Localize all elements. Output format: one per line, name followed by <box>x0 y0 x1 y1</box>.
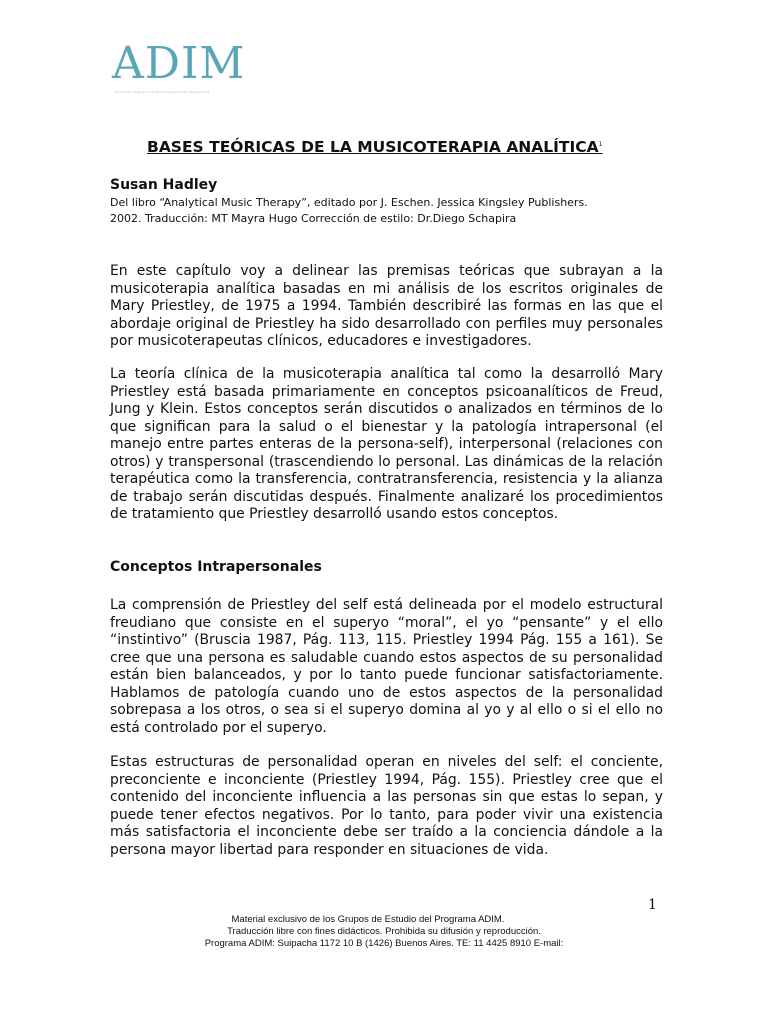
paragraph-4: Estas estructuras de personalidad operan en niveles del self: el conciente, preconciente e inconciente (Priestley 1994, Pág. 155). Priestley cree que el contenido del inconciente influencia a las personas sin que estas lo sepan, y puede tener efectos negativos. Por lo tanto, para poder vivir una existencia más satisfactoria el inconciente debe ser traído a la conciencia dándole a la persona mayor libertad para responder en situaciones de vida. <box>110 754 663 858</box>
adim-logo <box>112 40 247 100</box>
title-footnote-mark: 1 <box>598 140 603 148</box>
page-number: 1 <box>648 897 657 913</box>
author-name: Susan Hadley <box>110 177 218 193</box>
source-line-1: Del libro “Analytical Music Therapy”, editado por J. Eschen. Jessica Kingsley Publishers. <box>110 196 588 209</box>
paragraph-2: La teoría clínica de la musicoterapia analítica tal como la desarrolló Mary Priestley está basada primariamente en conceptos psicoanalíticos de Freud, Jung y Klein. Estos conceptos serán discutidos o analizados en términos de lo que significan para la salud o el bienestar y la patología intrapersonal (el manejo entre partes enteras de la persona-self), interpersonal (relaciones con otros) y transpersonal (trascendiendo lo personal. Las dinámicas de la relación terapéutica como la transferencia, contratransferencia, resistencia y la alianza de trabajo serán discutidas después. Finalmente analizaré los procedimientos de tratamiento que Priestley desarrolló usando estos conceptos. <box>110 366 663 522</box>
footer-line-1: Material exclusivo de los Grupos de Estudio del Programa ADIM. <box>231 914 505 925</box>
source-line-2: 2002. Traducción: MT Mayra Hugo Corrección de estilo: Dr.Diego Schapira <box>110 212 517 225</box>
paragraph-1: En este capítulo voy a delinear las premisas teóricas que subrayan a la musicoterapia analítica basadas en mi análisis de los escritos originales de Mary Priestley, de 1975 a 1994. También describiré las formas en las que el abordaje original de Priestley ha sido desarrollado con perfiles muy personales por musicoterapeutas clínicos, educadores e investigadores. <box>110 263 663 349</box>
logo-text: ADIM <box>112 38 246 89</box>
footer-line-2: Traducción libre con fines didácticos. Prohibida su difusión y reproducción. <box>227 926 541 937</box>
paragraph-3: La comprensión de Priestley del self está delineada por el modelo estructural freudiano que consiste en el superyo “moral”, el yo “pensante” y el ello “instintivo” (Bruscia 1987, Pág. 113, 115. Priestley 1994 Pág. 155 a 161). Se cree que una persona es saludable cuando estos aspectos de su personalidad están bien balanceados, y por lo tanto puede funcionar satisfactoriamente. Hablamos de patología cuando uno de estos aspectos de la personalidad sobrepasa a los otros, o sea si el superyo domina al yo y al ello o si el ello no está controlado por el superyo. <box>110 597 663 736</box>
logo-tagline: Asociación Argentina de Musicoterapia Interdisciplinaria <box>114 90 210 94</box>
page-footer <box>0 914 768 950</box>
document-title: BASES TEÓRICAS DE LA MUSICOTERAPIA ANALÍTICA$^1$ <box>147 138 603 156</box>
section-heading: Conceptos Intrapersonales <box>110 559 322 575</box>
footer-line-3: Programa ADIM: Suipacha 1172 10 B (1426) Buenos Aires. TE: 11 4425 8910 E-mail: <box>204 938 564 949</box>
